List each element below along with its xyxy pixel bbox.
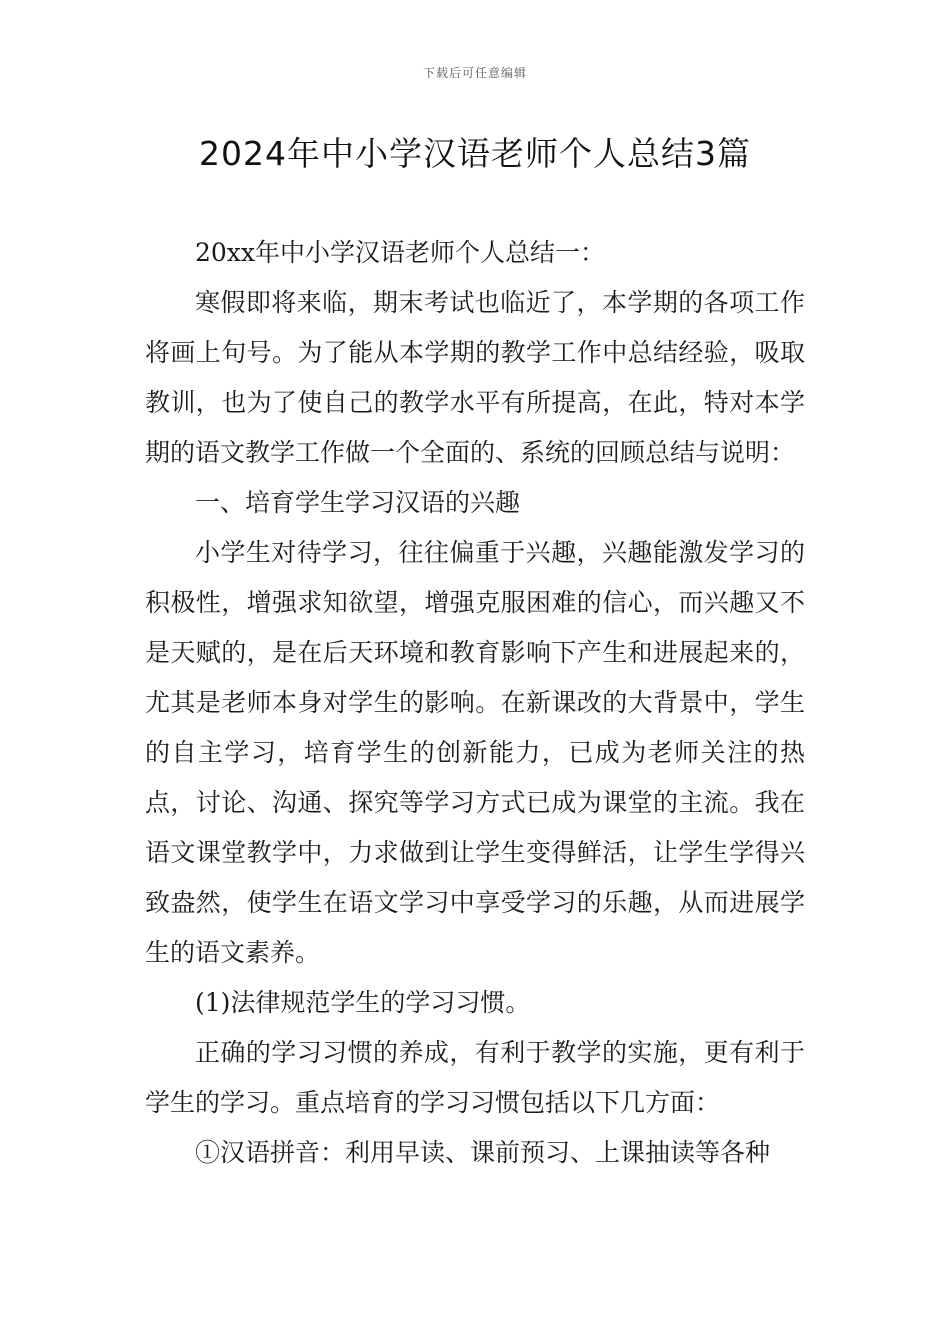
- paragraph: 正确的学习习惯的养成，有利于教学的实施，更有利于学生的学习。重点培育的学习习惯包括以下几方面：: [145, 1038, 805, 1117]
- section-heading: 20xx年中小学汉语老师个人总结一：: [195, 238, 606, 267]
- document-body: [145, 228, 805, 1178]
- document-title: 2024年中小学汉语老师个人总结3篇: [199, 134, 751, 173]
- header-note: 下载后可任意编辑: [422, 66, 527, 80]
- paragraph: 小学生对待学习，往往偏重于兴趣，兴趣能激发学习的积极性，增强求知欲望，增强克服困难的信心，而兴趣又不是天赋的，是在后天环境和教育影响下产生和进展起来的，尤其是老师本身对学生的影响。在新课改的大背景中，学生的自主学习，培育学生的创新能力，已成为老师关注的热点，讨论、沟通、探究等学习方式已成为课堂的主流。我在语文课堂教学中，力求做到让学生变得鲜活，让学生学得兴致盎然，使学生在语文学习中享受学习的乐趣，从而进展学生的语文素养。: [145, 538, 805, 967]
- list-heading: (1)法律规范学生的学习习惯。: [195, 988, 531, 1017]
- paragraph: 寒假即将来临，期末考试也临近了，本学期的各项工作将画上句号。为了能从本学期的教学工作中总结经验，吸取教训，也为了使自己的教学水平有所提高，在此，特对本学期的语文教学工作做一个全面的、系统的回顾总结与说明：: [145, 288, 805, 467]
- subsection-heading: 一、培育学生学习汉语的兴趣: [195, 488, 521, 517]
- list-item: ①汉语拼音：利用早读、课前预习、上课抽读等各种: [195, 1138, 771, 1167]
